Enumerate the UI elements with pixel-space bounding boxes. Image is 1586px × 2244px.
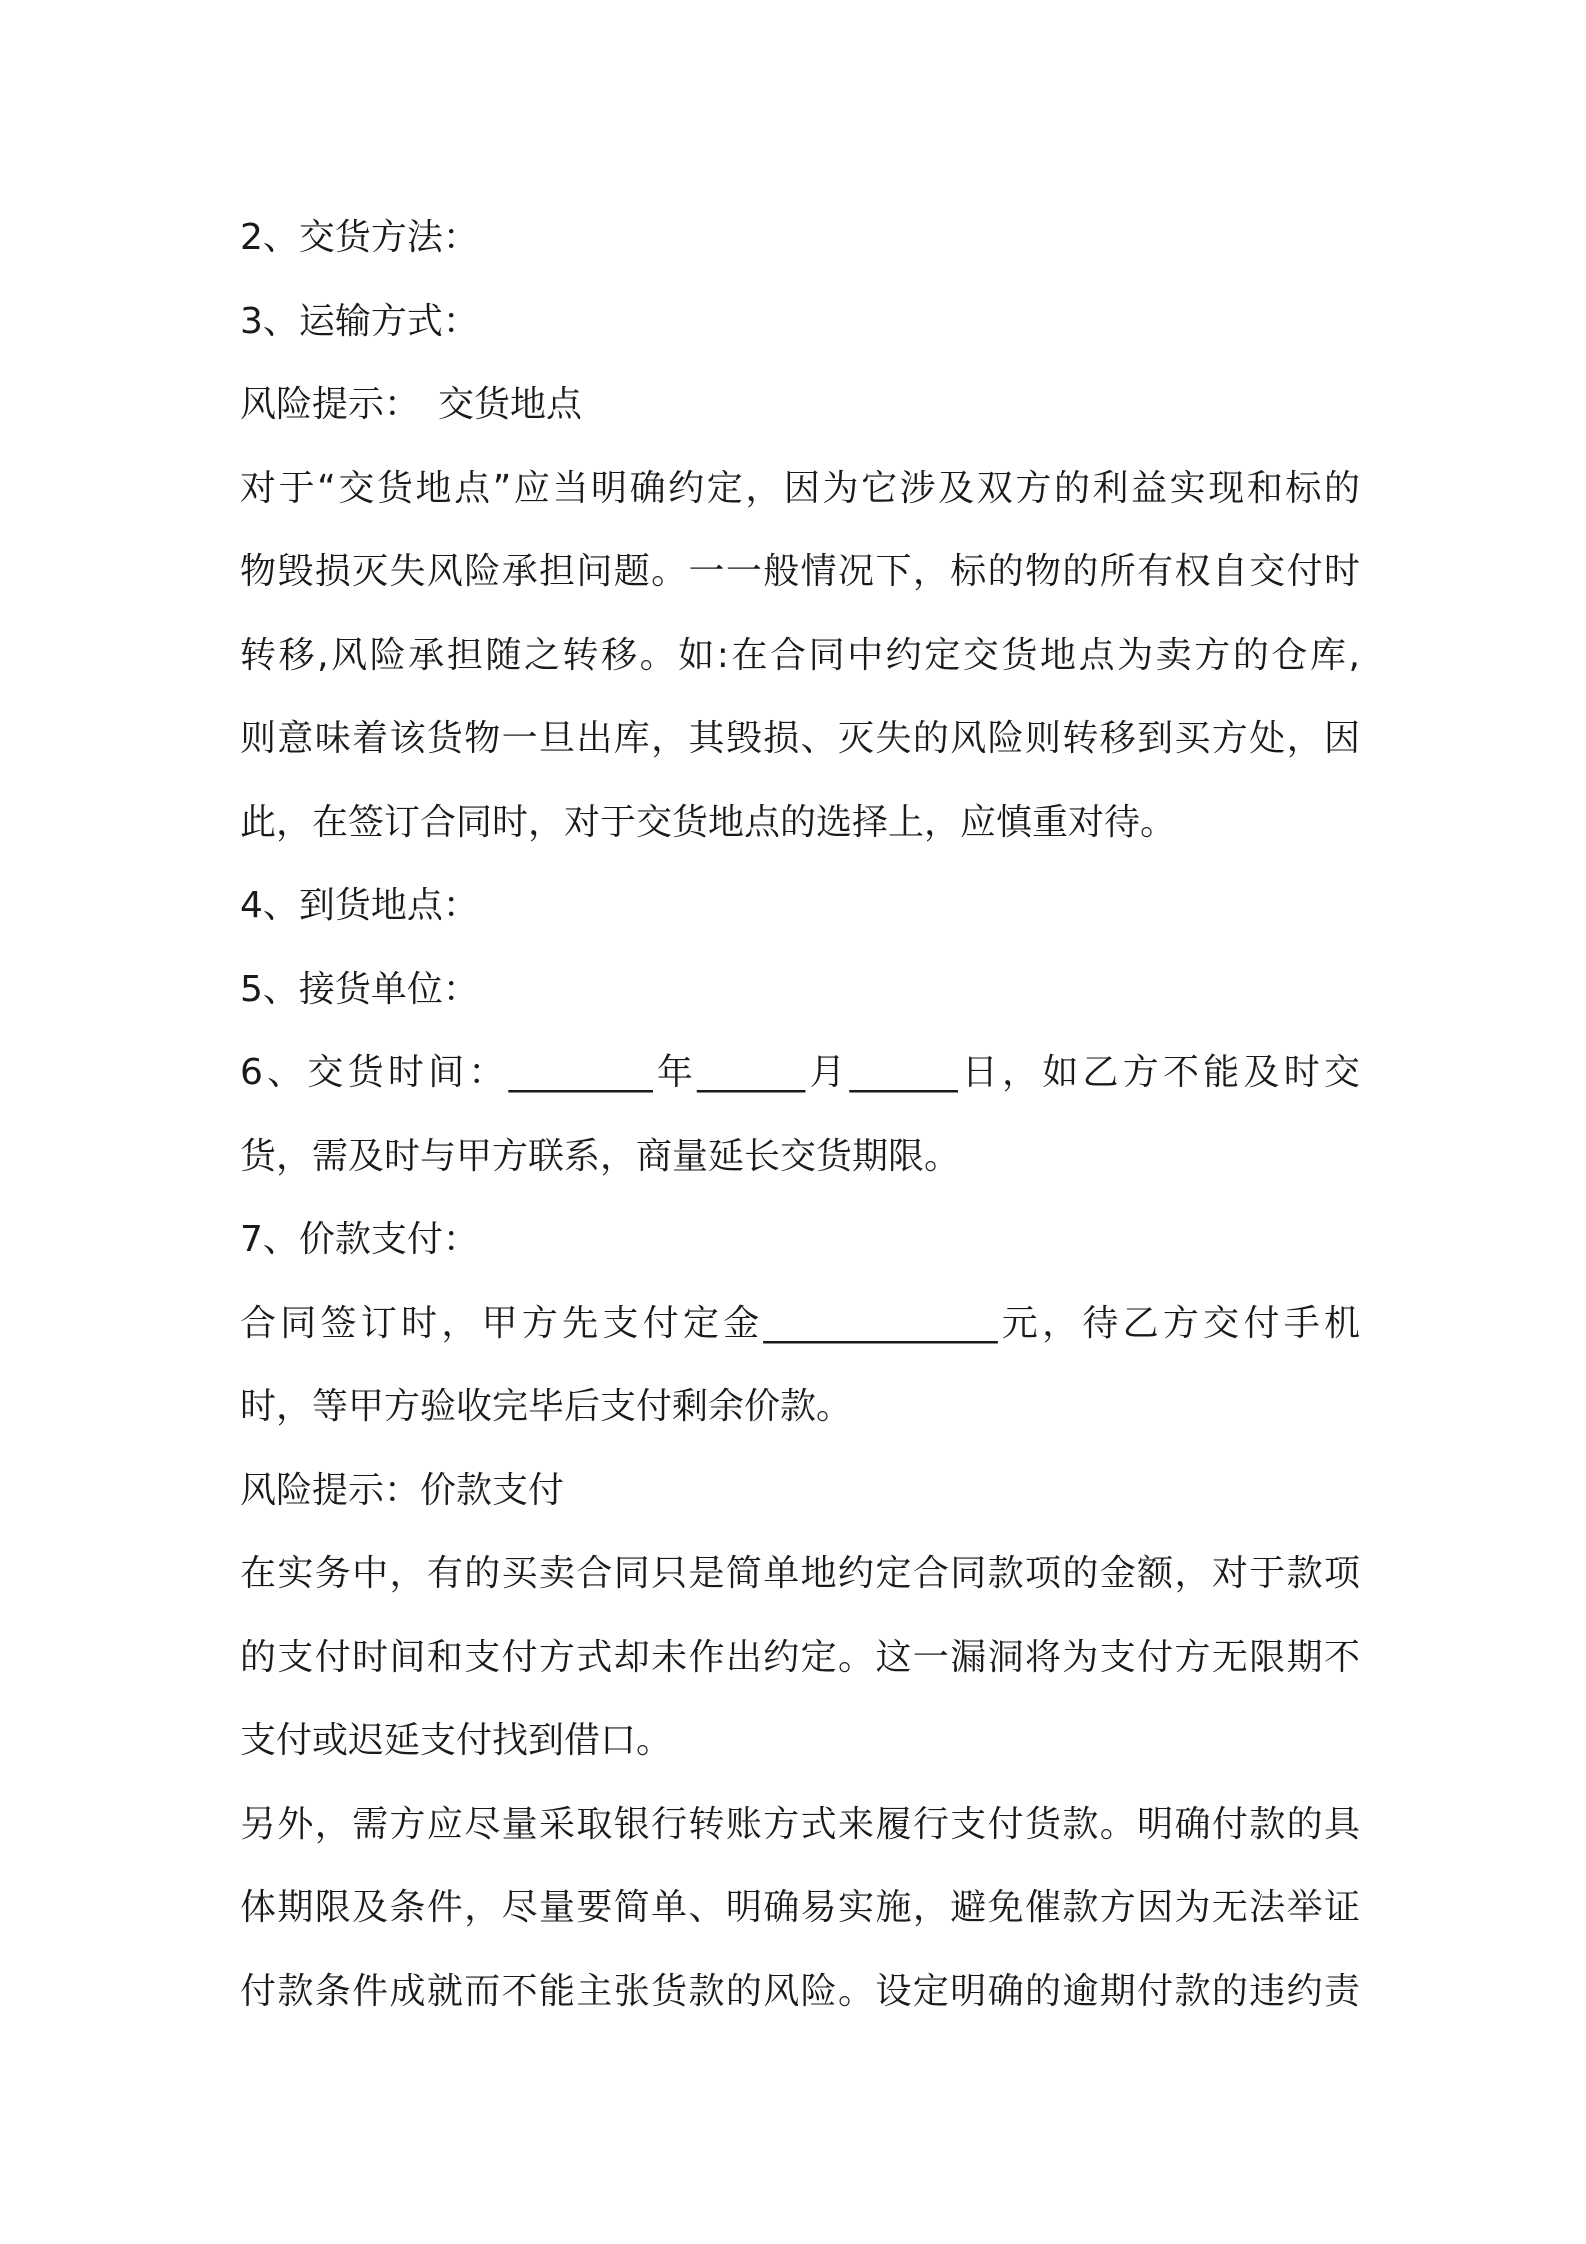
paragraph-line: 付款条件成就而不能主张货款的风险。设定明确的逾期付款的违约责 <box>240 1970 1360 2012</box>
paragraph-line: 转移,风险承担随之转移。如:在合同中约定交货地点为卖方的仓库, <box>240 634 1360 676</box>
paragraph-line: 合同签订时，甲方先支付定金_____________元，待乙方交付手机 <box>240 1302 1360 1344</box>
risk-note-payment-heading: 风险提示：价款支付 <box>240 1469 565 1511</box>
item-delivery-time: 6、交货时间：________年______月______日，如乙方不能及时交 <box>240 1052 1360 1093</box>
document-page <box>240 196 1360 2033</box>
paragraph-line: 体期限及条件，尽量要简单、明确易实施，避免催款方因为无法举证 <box>240 1887 1360 1928</box>
paragraph-line: 则意味着该货物一旦出库，其毁损、灭失的风险则转移到买方处，因 <box>240 718 1360 759</box>
paragraph-line: 的支付时间和支付方式却未作出约定。这一漏洞将为支付方无限期不 <box>240 1636 1360 1678</box>
paragraph-line: 货，需及时与甲方联系，商量延长交货期限。 <box>240 1135 961 1177</box>
item-arrival-place: 4、到货地点： <box>240 885 479 926</box>
paragraph-line: 支付或迟延支付找到借口。 <box>240 1720 673 1761</box>
paragraph-line: 此，在签订合同时，对于交货地点的选择上，应慎重对待。 <box>240 801 1177 843</box>
paragraph-line: 在实务中，有的买卖合同只是简单地约定合同款项的金额，对于款项 <box>240 1553 1360 1594</box>
item-transport-mode: 3、运输方式： <box>240 300 479 342</box>
risk-note-delivery-place-heading: 风险提示： 交货地点 <box>240 384 583 425</box>
item-delivery-method: 2、交货方法： <box>240 217 479 258</box>
paragraph-line: 物毁损灭失风险承担问题。一一般情况下，标的物的所有权自交付时 <box>240 551 1360 592</box>
paragraph-line: 时，等甲方验收完毕后支付剩余价款。 <box>240 1386 853 1427</box>
paragraph-line: 另外，需方应尽量采取银行转账方式来履行支付货款。明确付款的具 <box>240 1803 1360 1845</box>
item-receiving-unit: 5、接货单位： <box>240 968 479 1010</box>
item-payment: 7、价款支付： <box>240 1219 479 1260</box>
paragraph-line: 对于“交货地点”应当明确约定，因为它涉及双方的利益实现和标的 <box>240 467 1360 509</box>
